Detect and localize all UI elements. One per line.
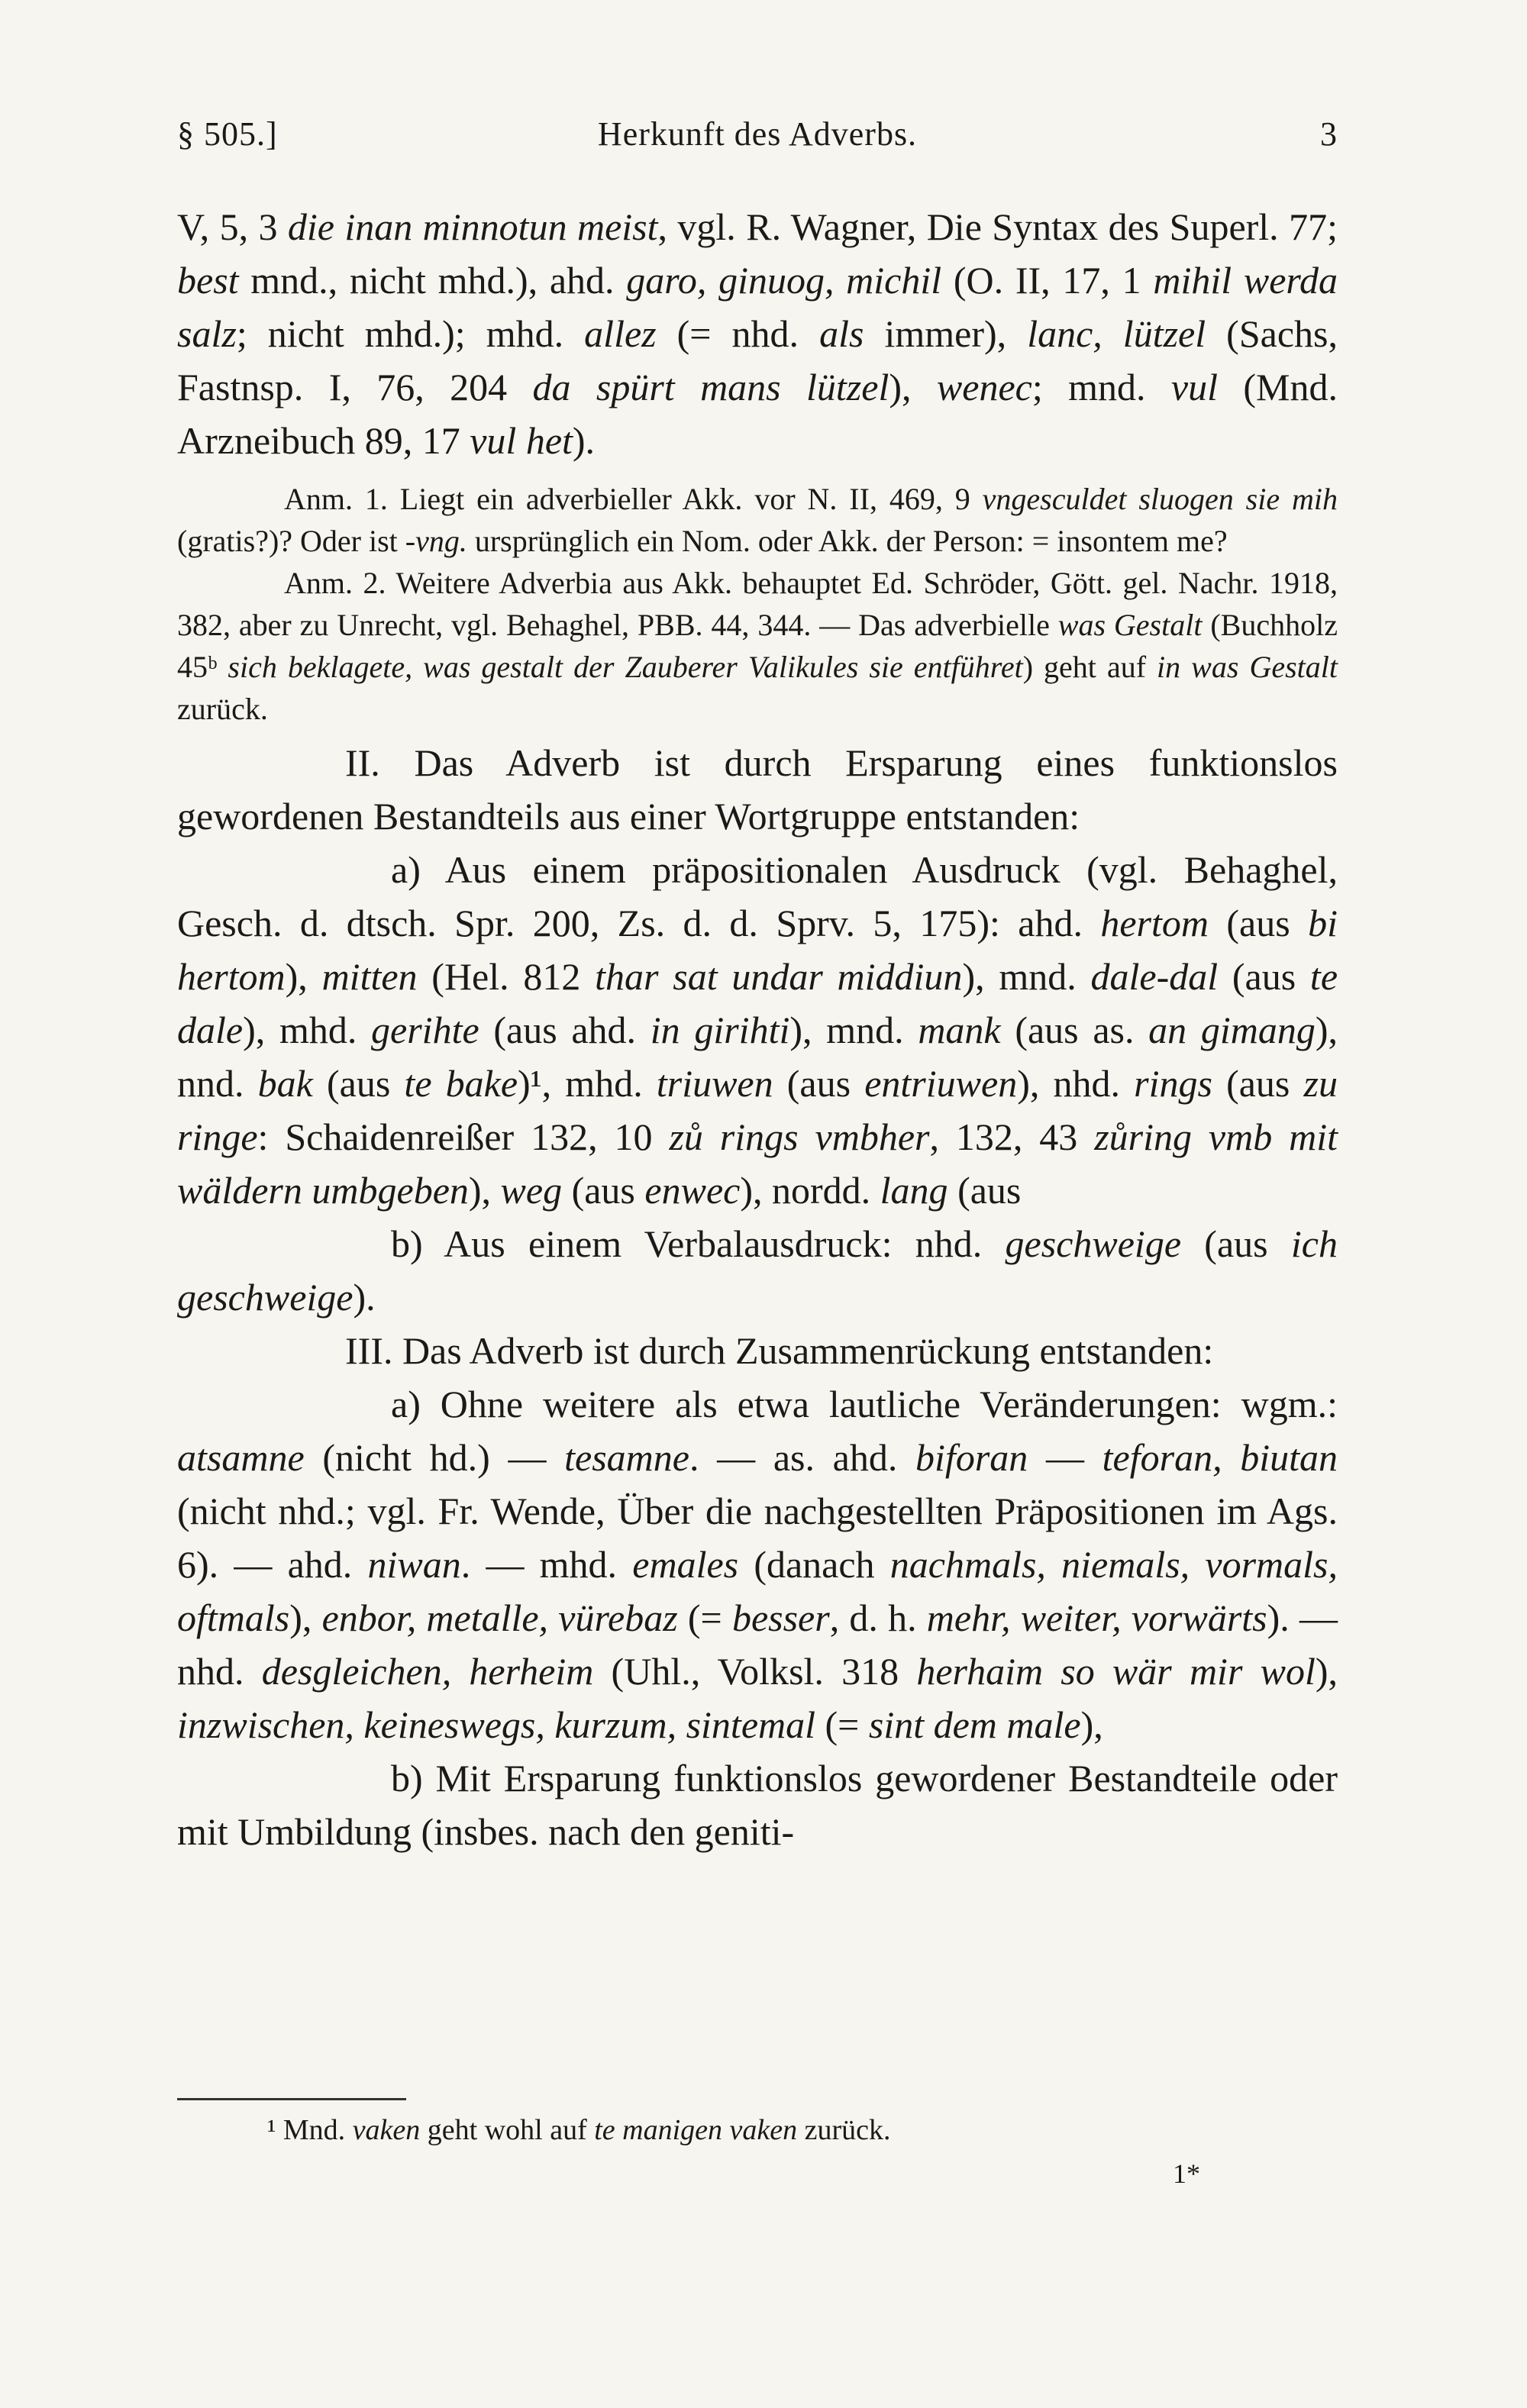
section-iii-a: a) Ohne weitere als etwa lautliche Veränderungen: wgm.: atsamne (nicht hd.) — tesamne. — as. ahd. biforan — teforan, biutan (nicht nhd.; vgl. Fr. Wende, Über die nachgestellten Präpositionen im Ags. 6). — ahd. niwan. — mhd. emales (danach nachmals, niemals, vormals, oftmals), enbor, metalle, vürebaz (= besser, d. h. mehr, weiter, vorwärts). — nhd. desgleichen, herheim (Uhl., Volksl. 318 herhaim so wär mir wol), inzwischen, keineswegs, kurzum, sintemal (= sint dem male), bbox=[177, 1383, 1338, 1746]
page-number: 3 bbox=[1320, 115, 1338, 153]
footnote-rule bbox=[177, 2098, 406, 2100]
section-reference: § 505.] bbox=[177, 115, 278, 153]
running-title: Herkunft des Adverbs. bbox=[597, 115, 918, 153]
paragraph-continuation: V, 5, 3 die inan minnotun meist, vgl. R. Wagner, Die Syntax des Superl. 77; best mnd., nicht mhd.), ahd. garo, ginuog, michil (O. II, 17, 1 mihil werda salz; nicht mhd.); mhd. allez (= nhd. als immer), lanc, lützel (Sachs, Fastnsp. I, 76, 204 da spürt mans lützel), wenec; mnd. vul (Mnd. Arzneibuch 89, 17 vul het). bbox=[177, 205, 1338, 462]
main-text bbox=[177, 200, 1338, 1858]
note-anm-1: Anm. 1. Liegt ein adverbieller Akk. vor N. II, 469, 9 vngesculdet sluogen sie mih (gratis?)? Oder ist -vng. ursprünglich ein Nom. oder Akk. der Person: = insontem me? bbox=[177, 482, 1338, 558]
section-ii-a: a) Aus einem präpositionalen Ausdruck (vgl. Behaghel, Gesch. d. dtsch. Spr. 200, Zs. d. d. Sprv. 5, 175): ahd. hertom (aus bi hertom), mitten (Hel. 812 thar sat undar middiun), mnd. dale-dal (aus te dale), mhd. gerihte (aus ahd. in girihti), mnd. mank (aus as. an gimang), nnd. bak (aus te bake)¹, mhd. triuwen (aus entriuwen), nhd. rings (aus zu ringe: Schaidenreißer 132, 10 zů rings vmbher, 132, 43 zůring vmb mit wäldern umbgeben), weg (aus enwec), nordd. lang (aus bbox=[177, 848, 1338, 1212]
printer-signature: 1* bbox=[1173, 2158, 1200, 2189]
section-ii: II. Das Adverb ist durch Ersparung eines funktionslos gewordenen Bestandteils aus einer Wortgruppe entstanden: bbox=[177, 741, 1338, 838]
note-anm-2: Anm. 2. Weitere Adverbia aus Akk. behauptet Ed. Schröder, Gött. gel. Nachr. 1918, 382, aber zu Unrecht, vgl. Behaghel, PBB. 44, 344. — Das adverbielle was Gestalt (Buchholz 45ᵇ sich beklagete, was gestalt der Zauberer Valikules sie entführet) geht auf in was Gestalt zurück. bbox=[177, 566, 1338, 726]
running-header bbox=[177, 115, 1338, 160]
section-iii-b: b) Mit Ersparung funktionslos gewordener Bestandteile oder mit Umbildung (insbes. nach den geniti- bbox=[177, 1757, 1338, 1853]
footnote: ¹ Mnd. vaken geht wohl auf te manigen vaken zurück. bbox=[267, 2114, 891, 2146]
section-ii-b: b) Aus einem Verbalausdruck: nhd. geschweige (aus ich geschweige). bbox=[177, 1222, 1338, 1319]
section-iii: III. Das Adverb ist durch Zusammenrückung entstanden: bbox=[345, 1329, 1214, 1372]
